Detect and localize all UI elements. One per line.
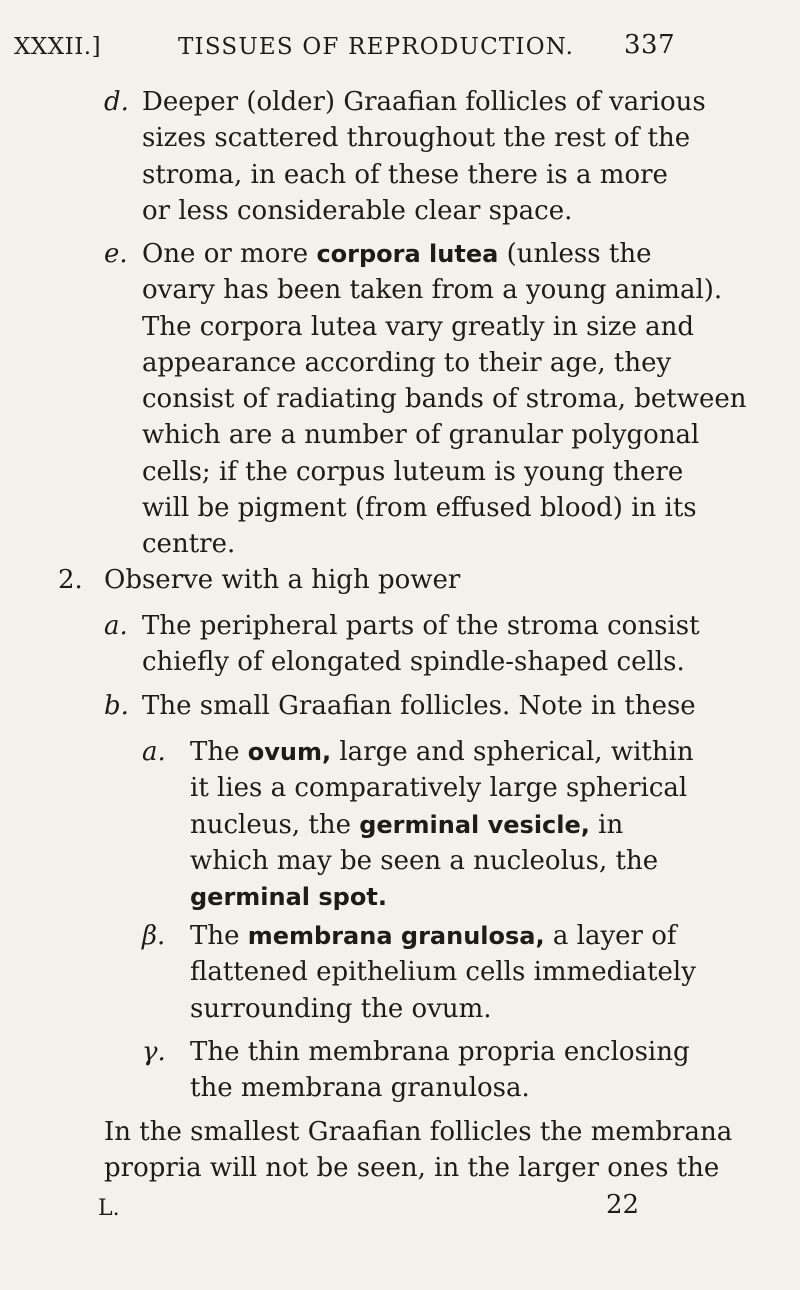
text-line [190,770,688,806]
text-line [142,345,672,381]
text-line [142,644,685,680]
closing-paragraph [104,1114,733,1187]
bold-term: corpora lutea [316,240,499,268]
subitem-marker-gamma: γ. [142,1037,166,1067]
text-line [190,1034,690,1070]
text-line [190,734,694,770]
text-run: which are a number of granular polygonal [142,420,700,451]
text-line [190,807,672,843]
subitem-gamma-text [190,1034,690,1107]
text-run: cells; if the corpus luteum is young there [142,456,684,487]
text-run: surrounding the ovum. [190,993,492,1024]
text-run: One or more [142,239,317,269]
item-e-text [142,236,747,563]
text-run: The corpora lutea vary greatly in size and [142,311,695,342]
bold-term: germinal vesicle, [359,810,590,839]
item-marker-e: e. [104,239,128,269]
item-a-text [142,608,700,681]
page-number: 337 [624,30,676,60]
text-line [190,843,672,879]
text-run: sizes scattered throughout the rest of the [142,123,691,154]
text-line [104,562,664,598]
text-run: ovary has been taken from a young animal). [142,275,723,306]
text-run: The thin membrana propria enclosing [190,1037,690,1067]
text-run: in [589,809,624,840]
text-run: a layer of [544,921,677,951]
bold-term: membrana granulosa, [247,922,545,950]
text-run: propria will not be seen, in the larger ones the [104,1153,720,1184]
text-run: Deeper (older) Graafian follicles of various [142,87,706,117]
text-line [142,490,697,526]
running-title: TISSUES OF REPRODUCTION. [178,34,575,60]
text-run: chiefly of elongated spindle-shaped cells. [142,647,685,678]
text-line [142,454,684,490]
item-2-text [104,562,664,598]
bold-term: germinal spot. [190,883,387,912]
text-run: stroma, in each of these there is a more [142,159,668,190]
text-run: The [190,737,248,767]
text-line [142,608,700,644]
text-line [142,309,695,345]
text-run: which may be seen a nucleolus, the [190,845,659,876]
text-run: large and spherical, within [331,737,694,767]
text-line [104,1114,733,1150]
text-line [142,157,672,193]
text-line [142,236,672,272]
text-line [142,688,696,724]
sheet-number: 22 [606,1190,640,1220]
item-d-text [142,84,706,229]
text-run: will be pigment (from effused blood) in its [142,493,697,524]
text-run: In the smallest Graafian follicles the membrana [104,1117,733,1147]
text-line [190,1070,672,1106]
text-run: nucleus, the [190,809,360,840]
text-run: The [190,921,248,951]
text-run: flattened epithelium cells immediately [190,957,696,988]
text-run: it lies a comparatively large spherical [190,773,688,804]
text-line [142,120,691,156]
subitem-beta-text [190,918,696,1027]
text-run: centre. [142,529,236,560]
text-run: The small Graafian follicles. Note in these [142,691,696,721]
text-line [190,991,672,1027]
text-run: (unless the [498,239,652,269]
text-run: appearance according to their age, they [142,347,672,378]
text-run: The peripheral parts of the stroma consist [142,611,700,641]
text-line [104,1150,720,1186]
item-marker-b: b. [104,691,129,721]
text-line [142,417,700,453]
item-marker-a: a. [104,611,128,641]
text-line [190,918,677,954]
text-line [142,526,672,562]
signature-mark: L. [98,1196,120,1221]
subitem-alpha-text [190,734,694,915]
text-run: consist of radiating bands of stroma, between [142,384,747,415]
text-line [142,381,747,417]
text-line [142,272,723,308]
text-run: or less considerable clear space. [142,195,573,226]
item-b-text [142,688,696,724]
subitem-marker-alpha: a. [142,737,166,767]
text-line [142,193,672,229]
text-line [142,84,706,120]
item-marker-2: 2. [58,565,83,595]
text-run: the membrana granulosa. [190,1073,530,1104]
item-marker-d: d. [104,87,129,117]
subitem-marker-beta: β. [142,921,166,951]
chapter-number: XXXII.] [14,34,102,60]
text-run: Observe with a high power [104,565,461,595]
text-line [190,879,672,915]
text-line [190,954,696,990]
bold-term: ovum, [247,738,332,766]
